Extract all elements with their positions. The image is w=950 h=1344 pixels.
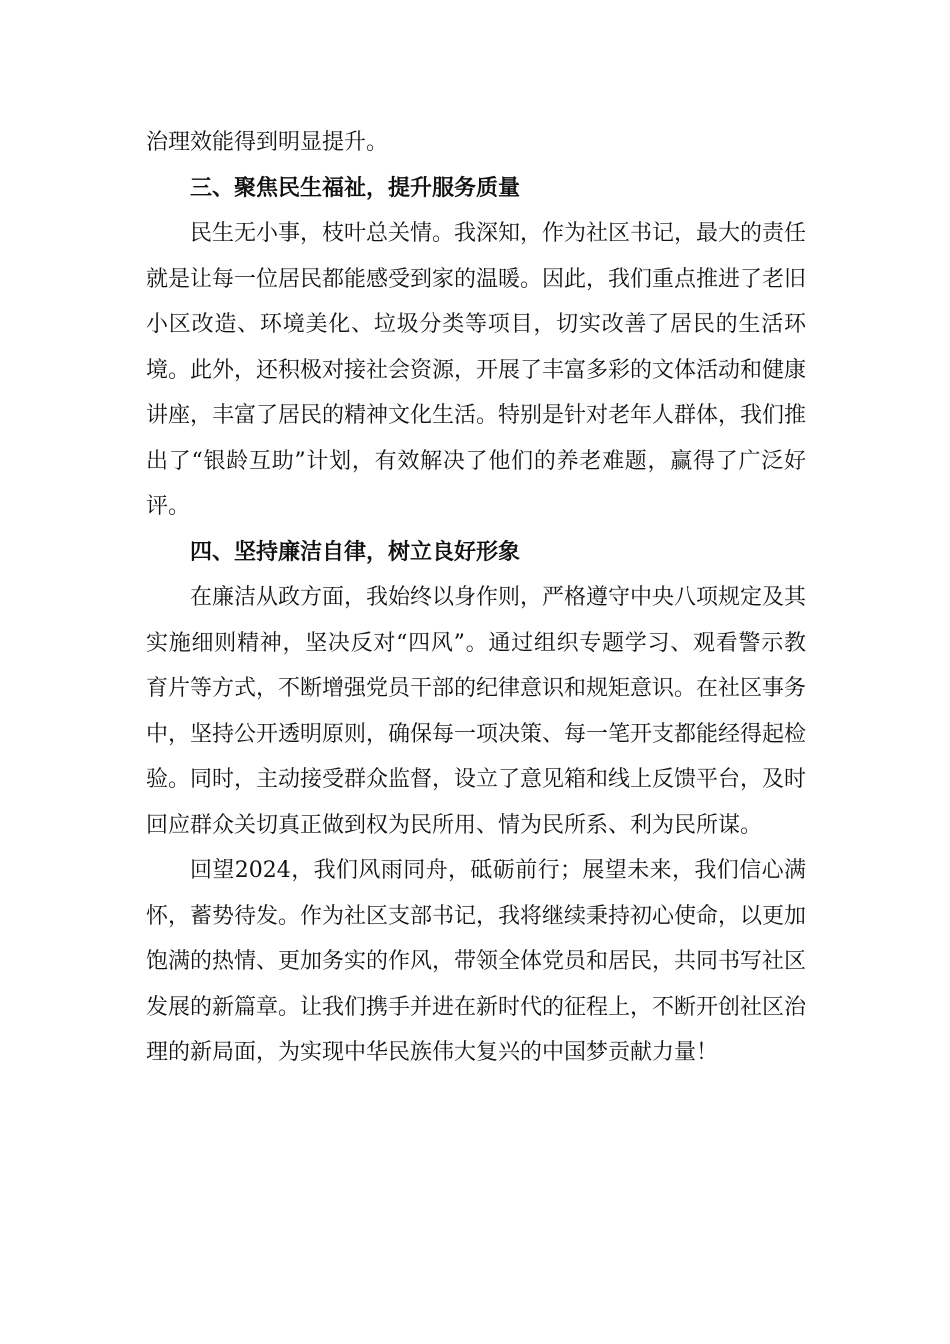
- section-3-paragraph: 民生无小事，枝叶总关情。我深知，作为社区书记，最大的责任就是让每一位居民都能感受到家的温暖。因此，我们重点推进了老旧小区改造、环境美化、垃圾分类等项目，切实改善了居民的生活环境。此外，还积极对接社会资源，开展了丰富多彩的文体活动和健康讲座，丰富了居民的精神文化生活。特别是针对老年人群体，我们推出了“银龄互助”计划，有效解决了他们的养老难题，赢得了广泛好评。: [146, 221, 807, 519]
- conclusion-paragraph: 回望2024，我们风雨同舟，砥砺前行；展望未来，我们信心满怀，蓄势待发。作为社区支部书记，我将继续秉持初心使命，以更加饱满的热情、更加务实的作风，带领全体党员和居民，共同书写社区发展的新篇章。让我们携手并进在新时代的征程上，不断开创社区治理的新局面，为实现中华民族伟大复兴的中国梦贡献力量！: [146, 858, 807, 1065]
- document-page: [146, 120, 806, 1076]
- lead-continuation-paragraph: 治理效能得到明显提升。: [146, 130, 389, 155]
- section-4-paragraph: 在廉洁从政方面，我始终以身作则，严格遵守中央八项规定及其实施细则精神，坚决反对“四风”。通过组织专题学习、观看警示教育片等方式，不断增强党员干部的纪律意识和规矩意识。在社区事务中，坚持公开透明原则，确保每一项决策、每一笔开支都能经得起检验。同时，主动接受群众监督，设立了意见箱和线上反馈平台，及时回应群众关切真正做到权为民所用、情为民所系、利为民所谋。: [146, 585, 807, 838]
- section-3-heading: 三、聚焦民生福祉，提升服务质量: [190, 175, 521, 201]
- section-4-heading: 四、坚持廉洁自律，树立良好形象: [190, 539, 521, 565]
